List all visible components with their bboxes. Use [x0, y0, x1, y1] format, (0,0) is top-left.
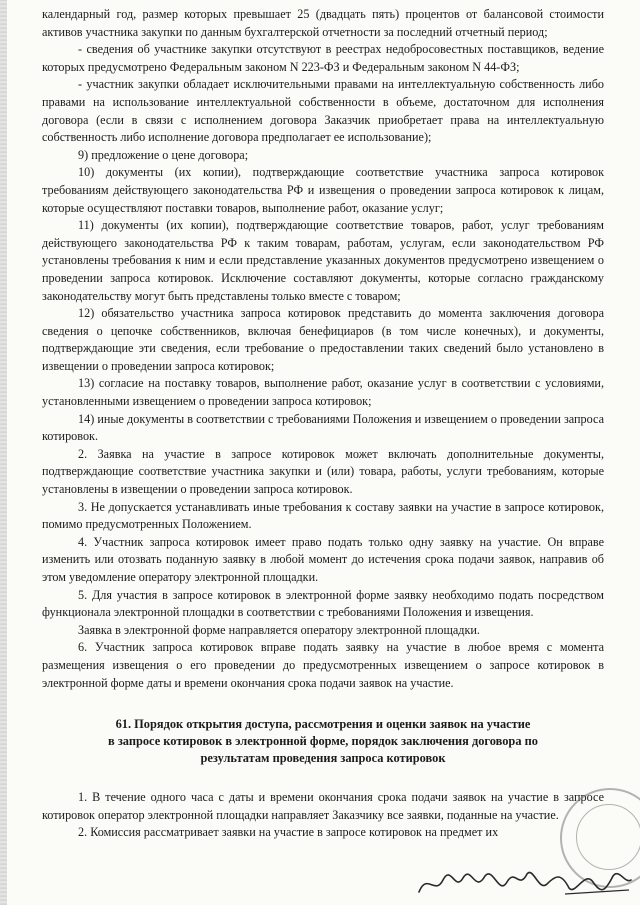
paragraph: 9) предложение о цене договора; [78, 147, 249, 162]
scan-left-edge [0, 0, 7, 905]
paragraph: 2. Комиссия рассматривает заявки на участие в запросе котировок на предмет их [78, 825, 499, 840]
paragraph: Заявка в электронной форме направляется оператору электронной площадки. [78, 622, 480, 637]
handwritten-signature-icon [415, 862, 635, 902]
paragraph: - участник закупки обладает исключительными правами на интеллектуальную собственность либо правами на использование интеллектуальной собственности в объеме, достаточном для исполнения договора (если в связи с исполнением договора Заказчик приобретает права на интеллектуальную собственность либо исполнение договора предполагает ее использование); [42, 77, 604, 145]
section-heading-line: 61. Порядок открытия доступа, рассмотрения и оценки заявок на участие [115, 717, 531, 732]
paragraph: 12) обязательство участника запроса котировок представить до момента заключения договора сведения о цепочке собственников, включая бенефициаров (в том числе конечных), и документы, подтверждающие эти сведения, если требование о предоставлении таких сведений было установлено в извещении о проведении запроса котировок; [42, 306, 604, 373]
paragraph: 3. Не допускается устанавливать иные требования к составу заявки на участие в запросе котировок, помимо предусмотренных Положением. [42, 499, 604, 532]
paragraph: 13) согласие на поставку товаров, выполнение работ, оказание услуг в соответствии с условиями, установленными извещением о проведении запроса котировок; [42, 376, 604, 409]
paragraph: 6. Участник запроса котировок вправе подать заявку на участие в любое время с момента размещения извещения о его проведении до предусмотренных извещением о запросе котировок в электронной форме даты и времени окончания срока подачи заявок на участие. [42, 640, 604, 690]
document-page [42, 6, 604, 842]
paragraph: 14) иные документы в соответствии с требованиями Положения и извещением о проведении запроса котировок. [42, 411, 604, 444]
paragraph: 1. В течение одного часа с даты и времени окончания срока подачи заявок на участие в запросе котировок оператор электронной площадки направляет Заказчику все заявки, поданные на участие. [42, 790, 604, 822]
paragraph: 4. Участник запроса котировок имеет право подать только одну заявку на участие. Он вправе изменить или отозвать поданную заявку в любой момент до истечения срока подачи заявок, направив об этом уведомление оператору электронной площадки. [42, 534, 604, 584]
paragraph: 5. Для участия в запросе котировок в электронной форме заявку необходимо подать посредством функционала электронной площадки в соответствии с требованиями Положения и извещения. [42, 587, 604, 620]
paragraph: 10) документы (их копии), подтверждающие соответствие участника запроса котировок требованиям действующего законодательства РФ и извещения о проведении запроса котировок к лицам, которые осуществляют поставки товаров, выполнение работ, оказание услуг; [42, 165, 604, 215]
section-heading-line: в запросе котировок в электронной форме, порядок заключения договора по [108, 734, 538, 749]
section-heading [42, 716, 604, 767]
paragraphs-top [42, 6, 604, 692]
paragraph: календарный год, размер которых превышает 25 (двадцать пять) процентов от балансовой стоимости активов участника закупки по данным бухгалтерской отчетности за последний отчетный период; [42, 7, 604, 39]
paragraph: 11) документы (их копии), подтверждающие соответствие товаров, работ, услуг требованиям действующего законодательства РФ к таким товарам, работам, услугам, если законодательством РФ установлены требования к ним и если представление указанных документов предусмотрено извещением о проведении запроса котировок. Исключение составляют документы, которые согласно гражданскому законодательству могут быть представлены только вместе с товаром; [42, 218, 604, 303]
paragraph: - сведения об участнике закупки отсутствуют в реестрах недобросовестных поставщиков, ведение которых предусмотрено Федеральным законом N 223-ФЗ и Федеральным законом N 44-ФЗ; [42, 42, 604, 74]
paragraphs-bottom [42, 789, 604, 842]
paragraph: 2. Заявка на участие в запросе котировок может включать дополнительные документы, подтверждающие соответствие участника закупки и (или) товара, работы, услуги требованиям, которые установлены в извещении о проведении запроса котировок. [42, 446, 604, 497]
seal-inner-ring [576, 804, 640, 870]
section-heading-line: результатам проведения запроса котировок [200, 751, 446, 766]
